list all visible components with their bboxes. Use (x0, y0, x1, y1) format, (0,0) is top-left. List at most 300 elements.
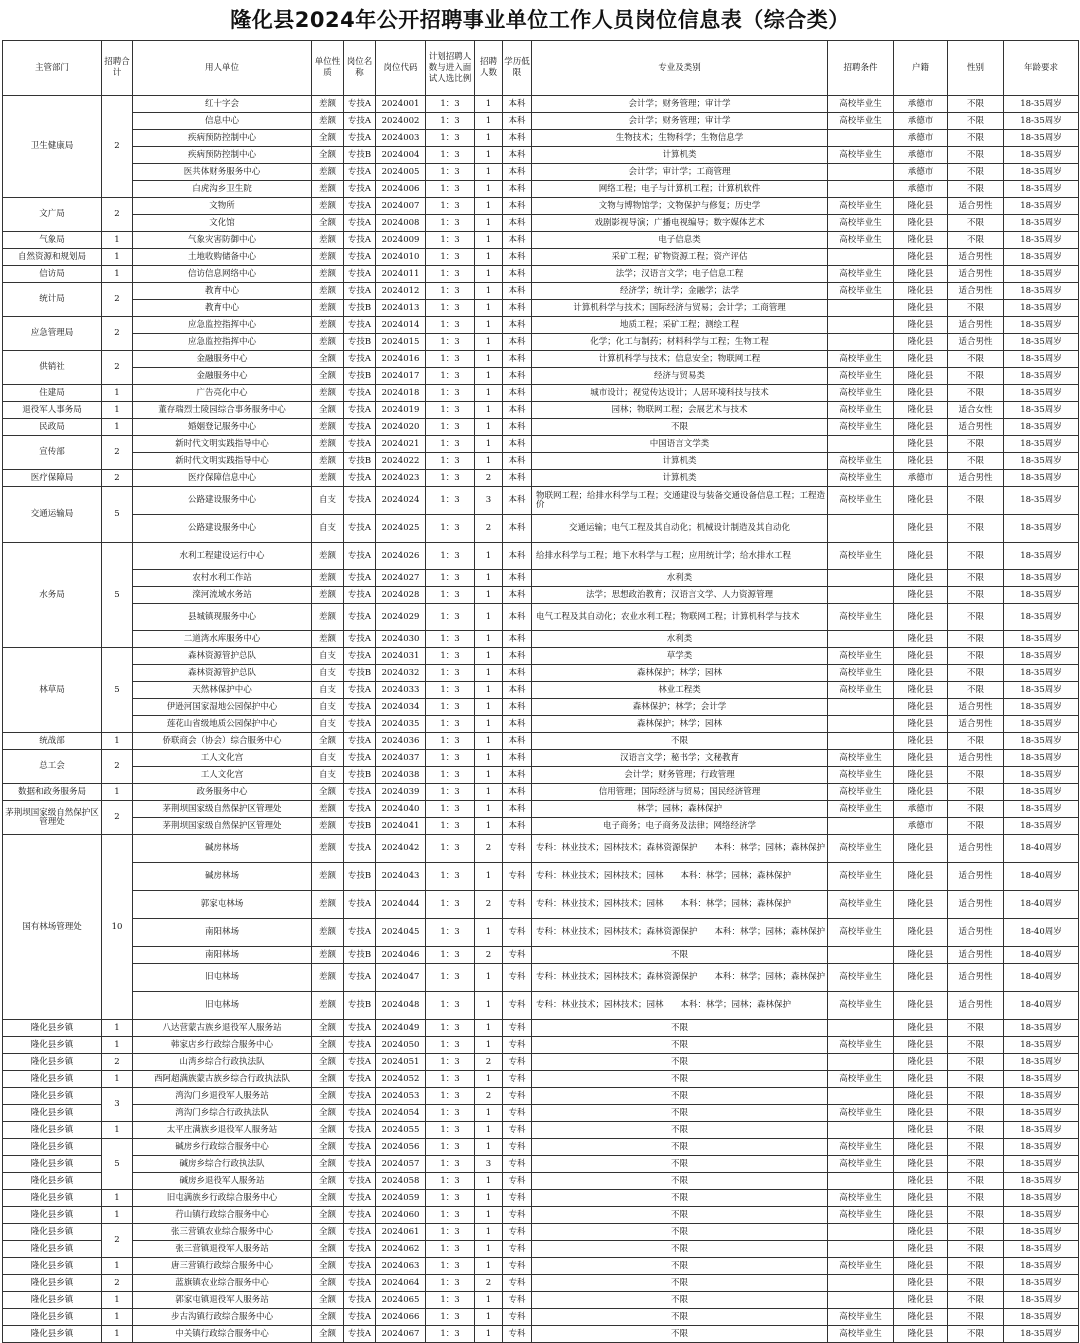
nature-cell: 差额 (312, 891, 344, 919)
table-row (3, 453, 1079, 470)
employer-cell: 婚姻登记服务中心 (133, 419, 312, 436)
post-code-cell: 2024018 (376, 385, 426, 402)
department-cell: 民政局 (3, 419, 102, 436)
gender-cell: 不限 (948, 1139, 1004, 1156)
education-cell: 专科 (503, 992, 532, 1020)
department-cell: 隆化县乡镇 (3, 1173, 102, 1190)
major-cell: 法学；汉语言文学；电子信息工程 (532, 266, 828, 283)
gender-cell: 不限 (948, 1207, 1004, 1224)
age-cell: 18-35周岁 (1004, 801, 1079, 818)
post-code-cell: 2024009 (376, 232, 426, 249)
age-cell: 18-35周岁 (1004, 266, 1079, 283)
post-code-cell: 2024006 (376, 181, 426, 198)
condition-cell: 高校毕业生 (828, 147, 894, 164)
post-code-cell: 2024010 (376, 249, 426, 266)
nature-cell: 全额 (312, 1241, 344, 1258)
education-cell: 专科 (503, 1309, 532, 1326)
post-name-cell: 专技A (344, 113, 376, 130)
condition-cell: 高校毕业生 (828, 215, 894, 232)
hire-count-cell: 1 (475, 1105, 503, 1122)
ratio-cell: 1：3 (426, 283, 475, 300)
condition-cell (828, 631, 894, 648)
ratio-cell: 1：3 (426, 198, 475, 215)
total-cell: 1 (102, 385, 133, 402)
household-cell: 隆化县 (894, 1241, 948, 1258)
table-row (3, 198, 1079, 215)
condition-cell: 高校毕业生 (828, 351, 894, 368)
post-name-cell: 专技A (344, 1020, 376, 1037)
household-cell: 隆化县 (894, 1122, 948, 1139)
post-code-cell: 2024022 (376, 453, 426, 470)
household-cell: 隆化县 (894, 784, 948, 801)
gender-cell: 适合男性 (948, 891, 1004, 919)
nature-cell: 全额 (312, 215, 344, 232)
employer-cell: 医共体财务服务中心 (133, 164, 312, 181)
condition-cell (828, 164, 894, 181)
post-name-cell: 专技A (344, 1309, 376, 1326)
post-name-cell: 专技B (344, 334, 376, 351)
age-cell: 18-35周岁 (1004, 334, 1079, 351)
education-cell: 本科 (503, 317, 532, 334)
household-cell: 隆化县 (894, 1020, 948, 1037)
gender-cell: 不限 (948, 164, 1004, 181)
ratio-cell: 1：3 (426, 1037, 475, 1054)
major-cell: 经济与贸易类 (532, 368, 828, 385)
ratio-cell: 1：3 (426, 232, 475, 249)
table-row (3, 334, 1079, 351)
gender-cell: 不限 (948, 1173, 1004, 1190)
post-name-cell: 专技A (344, 1037, 376, 1054)
gender-cell: 不限 (948, 1071, 1004, 1088)
condition-cell (828, 334, 894, 351)
household-cell: 隆化县 (894, 198, 948, 215)
major-cell: 不限 (532, 1088, 828, 1105)
household-cell: 承德市 (894, 96, 948, 113)
post-code-cell: 2024067 (376, 1326, 426, 1343)
table-row (3, 419, 1079, 436)
major-cell: 戏剧影视导演；广播电视编导；数字媒体艺术 (532, 215, 828, 232)
post-code-cell: 2024052 (376, 1071, 426, 1088)
major-cell: 文物与博物馆学；文物保护与修复；历史学 (532, 198, 828, 215)
table-row (3, 249, 1079, 266)
hire-count-cell: 1 (475, 147, 503, 164)
nature-cell: 差额 (312, 283, 344, 300)
ratio-cell: 1：3 (426, 249, 475, 266)
major-cell: 电气工程及其自动化；农业水利工程；物联网工程；计算机科学与技术 (532, 604, 828, 631)
employer-cell: 太平庄满族乡退役军人服务站 (133, 1122, 312, 1139)
post-code-cell: 2024038 (376, 767, 426, 784)
age-cell: 18-35周岁 (1004, 750, 1079, 767)
education-cell: 专科 (503, 964, 532, 992)
table-row (3, 436, 1079, 453)
total-cell: 5 (102, 1139, 133, 1190)
major-cell: 不限 (532, 1309, 828, 1326)
condition-cell: 高校毕业生 (828, 1071, 894, 1088)
table-row (3, 784, 1079, 801)
total-cell: 1 (102, 1292, 133, 1309)
household-cell: 隆化县 (894, 300, 948, 317)
post-code-cell: 2024043 (376, 863, 426, 891)
condition-cell: 高校毕业生 (828, 992, 894, 1020)
education-cell: 本科 (503, 164, 532, 181)
hire-count-cell: 1 (475, 919, 503, 947)
age-cell: 18-35周岁 (1004, 300, 1079, 317)
condition-cell: 高校毕业生 (828, 368, 894, 385)
education-cell: 专科 (503, 891, 532, 919)
gender-cell: 不限 (948, 1037, 1004, 1054)
post-code-cell: 2024016 (376, 351, 426, 368)
age-cell: 18-40周岁 (1004, 919, 1079, 947)
age-cell: 18-35周岁 (1004, 1309, 1079, 1326)
ratio-cell: 1：3 (426, 733, 475, 750)
post-name-cell: 专技A (344, 587, 376, 604)
nature-cell: 全额 (312, 1190, 344, 1207)
ratio-cell: 1：3 (426, 919, 475, 947)
nature-cell: 全额 (312, 1071, 344, 1088)
post-code-cell: 2024031 (376, 648, 426, 665)
total-cell: 2 (102, 317, 133, 351)
post-name-cell: 专技A (344, 648, 376, 665)
hire-count-cell: 3 (475, 487, 503, 515)
department-cell: 隆化县乡镇 (3, 1156, 102, 1173)
ratio-cell: 1：3 (426, 587, 475, 604)
education-cell: 本科 (503, 543, 532, 570)
gender-cell: 不限 (948, 1241, 1004, 1258)
education-cell: 专科 (503, 1156, 532, 1173)
hire-count-cell: 1 (475, 266, 503, 283)
employer-cell: 疾病预防控制中心 (133, 130, 312, 147)
department-cell: 隆化县乡镇 (3, 1139, 102, 1156)
total-cell: 2 (102, 470, 133, 487)
post-name-cell: 专技A (344, 733, 376, 750)
post-name-cell: 专技A (344, 631, 376, 648)
ratio-cell: 1：3 (426, 648, 475, 665)
household-cell: 隆化县 (894, 992, 948, 1020)
post-name-cell: 专技A (344, 1326, 376, 1343)
post-code-cell: 2024034 (376, 699, 426, 716)
household-cell: 隆化县 (894, 453, 948, 470)
major-cell: 不限 (532, 1190, 828, 1207)
hire-count-cell: 1 (475, 1071, 503, 1088)
nature-cell: 全额 (312, 1207, 344, 1224)
nature-cell: 差额 (312, 470, 344, 487)
department-cell: 隆化县乡镇 (3, 1258, 102, 1275)
household-cell: 承德市 (894, 181, 948, 198)
col-header: 年龄要求 (1004, 41, 1079, 96)
post-code-cell: 2024041 (376, 818, 426, 835)
post-code-cell: 2024026 (376, 543, 426, 570)
condition-cell: 高校毕业生 (828, 648, 894, 665)
major-cell: 会计学；财务管理；行政管理 (532, 767, 828, 784)
department-cell: 交通运输局 (3, 487, 102, 543)
age-cell: 18-35周岁 (1004, 470, 1079, 487)
ratio-cell: 1：3 (426, 402, 475, 419)
education-cell: 本科 (503, 784, 532, 801)
nature-cell: 全额 (312, 402, 344, 419)
nature-cell: 差额 (312, 164, 344, 181)
post-code-cell: 2024013 (376, 300, 426, 317)
gender-cell: 不限 (948, 515, 1004, 543)
education-cell: 专科 (503, 1054, 532, 1071)
post-name-cell: 专技A (344, 1275, 376, 1292)
education-cell: 本科 (503, 419, 532, 436)
household-cell: 隆化县 (894, 368, 948, 385)
ratio-cell: 1：3 (426, 665, 475, 682)
post-name-cell: 专技A (344, 1156, 376, 1173)
employer-cell: 工人文化宫 (133, 767, 312, 784)
age-cell: 18-35周岁 (1004, 1275, 1079, 1292)
ratio-cell: 1：3 (426, 181, 475, 198)
total-cell: 2 (102, 1054, 133, 1071)
ratio-cell: 1：3 (426, 96, 475, 113)
condition-cell: 高校毕业生 (828, 767, 894, 784)
ratio-cell: 1：3 (426, 368, 475, 385)
post-code-cell: 2024042 (376, 835, 426, 863)
condition-cell: 高校毕业生 (828, 198, 894, 215)
ratio-cell: 1：3 (426, 767, 475, 784)
employer-cell: 董存瑞烈士陵园综合事务服务中心 (133, 402, 312, 419)
education-cell: 本科 (503, 198, 532, 215)
hire-count-cell: 1 (475, 402, 503, 419)
post-name-cell: 专技A (344, 515, 376, 543)
gender-cell: 不限 (948, 1258, 1004, 1275)
col-header: 招聘条件 (828, 41, 894, 96)
gender-cell: 适合男性 (948, 198, 1004, 215)
post-name-cell: 专技A (344, 385, 376, 402)
post-name-cell: 专技A (344, 215, 376, 232)
employer-cell: 荇山镇行政综合服务中心 (133, 1207, 312, 1224)
education-cell: 专科 (503, 1275, 532, 1292)
age-cell: 18-35周岁 (1004, 283, 1079, 300)
age-cell: 18-35周岁 (1004, 198, 1079, 215)
education-cell: 专科 (503, 1139, 532, 1156)
post-name-cell: 专技B (344, 368, 376, 385)
table-row (3, 487, 1079, 515)
table-row (3, 863, 1079, 891)
education-cell: 专科 (503, 919, 532, 947)
hire-count-cell: 1 (475, 964, 503, 992)
gender-cell: 不限 (948, 181, 1004, 198)
age-cell: 18-35周岁 (1004, 402, 1079, 419)
gender-cell: 不限 (948, 453, 1004, 470)
ratio-cell: 1：3 (426, 419, 475, 436)
condition-cell (828, 436, 894, 453)
hire-count-cell: 1 (475, 1241, 503, 1258)
post-code-cell: 2024063 (376, 1258, 426, 1275)
ratio-cell: 1：3 (426, 334, 475, 351)
employer-cell: 唐三营镇行政综合服务中心 (133, 1258, 312, 1275)
department-cell: 国有林场管理处 (3, 835, 102, 1020)
post-code-cell: 2024036 (376, 733, 426, 750)
education-cell: 本科 (503, 249, 532, 266)
hire-count-cell: 1 (475, 1292, 503, 1309)
department-cell: 隆化县乡镇 (3, 1190, 102, 1207)
major-cell: 会计学；财务管理；审计学 (532, 113, 828, 130)
employer-cell: 步古沟镇行政综合服务中心 (133, 1309, 312, 1326)
employer-cell: 森林资源管护总队 (133, 665, 312, 682)
col-header: 专业及类别 (532, 41, 828, 96)
table-row (3, 1156, 1079, 1173)
table-row (3, 1224, 1079, 1241)
post-name-cell: 专技A (344, 1071, 376, 1088)
department-cell: 隆化县乡镇 (3, 1241, 102, 1258)
major-cell: 计算机类 (532, 453, 828, 470)
table-row (3, 1292, 1079, 1309)
nature-cell: 自支 (312, 665, 344, 682)
post-name-cell: 专技A (344, 570, 376, 587)
table-row (3, 587, 1079, 604)
age-cell: 18-35周岁 (1004, 1088, 1079, 1105)
household-cell: 隆化县 (894, 1071, 948, 1088)
col-header: 招聘人数 (475, 41, 503, 96)
post-name-cell: 专技A (344, 96, 376, 113)
nature-cell: 自支 (312, 648, 344, 665)
employer-cell: 应急监控指挥中心 (133, 334, 312, 351)
hire-count-cell: 1 (475, 543, 503, 570)
hire-count-cell: 1 (475, 1122, 503, 1139)
ratio-cell: 1：3 (426, 1309, 475, 1326)
table-row (3, 1326, 1079, 1343)
post-name-cell: 专技A (344, 682, 376, 699)
condition-cell (828, 1020, 894, 1037)
department-cell: 林草局 (3, 648, 102, 733)
post-name-cell: 专技A (344, 1224, 376, 1241)
age-cell: 18-35周岁 (1004, 232, 1079, 249)
household-cell: 隆化县 (894, 436, 948, 453)
post-name-cell: 专技A (344, 1122, 376, 1139)
ratio-cell: 1：3 (426, 570, 475, 587)
nature-cell: 全额 (312, 368, 344, 385)
age-cell: 18-35周岁 (1004, 733, 1079, 750)
post-code-cell: 2024030 (376, 631, 426, 648)
nature-cell: 全额 (312, 1122, 344, 1139)
col-header: 计划招聘人数与进入面试人选比例 (426, 41, 475, 96)
table-row (3, 1037, 1079, 1054)
post-code-cell: 2024054 (376, 1105, 426, 1122)
gender-cell: 不限 (948, 232, 1004, 249)
age-cell: 18-35周岁 (1004, 587, 1079, 604)
major-cell: 不限 (532, 1139, 828, 1156)
post-name-cell: 专技A (344, 835, 376, 863)
table-row (3, 1105, 1079, 1122)
major-cell: 计算机科学与技术；国际经济与贸易；会计学；工商管理 (532, 300, 828, 317)
ratio-cell: 1：3 (426, 351, 475, 368)
total-cell: 2 (102, 198, 133, 232)
post-name-cell: 专技A (344, 919, 376, 947)
condition-cell: 高校毕业生 (828, 1190, 894, 1207)
employer-cell: 西阿超满族蒙古族乡综合行政执法队 (133, 1071, 312, 1088)
condition-cell: 高校毕业生 (828, 402, 894, 419)
household-cell: 隆化县 (894, 891, 948, 919)
nature-cell: 差额 (312, 964, 344, 992)
post-code-cell: 2024058 (376, 1173, 426, 1190)
post-code-cell: 2024061 (376, 1224, 426, 1241)
gender-cell: 适合男性 (948, 470, 1004, 487)
gender-cell: 不限 (948, 1054, 1004, 1071)
hire-count-cell: 1 (475, 699, 503, 716)
post-code-cell: 2024015 (376, 334, 426, 351)
household-cell: 隆化县 (894, 1309, 948, 1326)
table-row (3, 1139, 1079, 1156)
hire-count-cell: 1 (475, 1258, 503, 1275)
age-cell: 18-35周岁 (1004, 351, 1079, 368)
hire-count-cell: 1 (475, 113, 503, 130)
household-cell: 隆化县 (894, 648, 948, 665)
major-cell: 专科：林业技术；园林技术；森林资源保护 本科：林学；园林；森林保护 (532, 835, 828, 863)
major-cell: 城市设计；视觉传达设计；人居环境科技与技术 (532, 385, 828, 402)
employer-cell: 郭家屯林场 (133, 891, 312, 919)
post-code-cell: 2024027 (376, 570, 426, 587)
col-header: 岗位名称 (344, 41, 376, 96)
department-cell: 隆化县乡镇 (3, 1207, 102, 1224)
major-cell: 林业工程类 (532, 682, 828, 699)
ratio-cell: 1：3 (426, 1207, 475, 1224)
post-name-cell: 专技A (344, 266, 376, 283)
major-cell: 不限 (532, 1241, 828, 1258)
condition-cell: 高校毕业生 (828, 419, 894, 436)
hire-count-cell: 1 (475, 351, 503, 368)
total-cell: 2 (102, 1224, 133, 1258)
post-code-cell: 2024040 (376, 801, 426, 818)
post-code-cell: 2024011 (376, 266, 426, 283)
nature-cell: 全额 (312, 1088, 344, 1105)
ratio-cell: 1：3 (426, 631, 475, 648)
major-cell: 不限 (532, 1122, 828, 1139)
employer-cell: 应急监控指挥中心 (133, 317, 312, 334)
department-cell: 供销社 (3, 351, 102, 385)
nature-cell: 全额 (312, 147, 344, 164)
ratio-cell: 1：3 (426, 1020, 475, 1037)
total-cell: 2 (102, 801, 133, 835)
post-name-cell: 专技B (344, 453, 376, 470)
household-cell: 隆化县 (894, 419, 948, 436)
hire-count-cell: 1 (475, 587, 503, 604)
major-cell: 不限 (532, 1258, 828, 1275)
post-code-cell: 2024062 (376, 1241, 426, 1258)
department-cell: 隆化县乡镇 (3, 1088, 102, 1105)
condition-cell (828, 947, 894, 964)
employer-cell: 碱房林场 (133, 863, 312, 891)
total-cell: 5 (102, 487, 133, 543)
department-cell: 隆化县乡镇 (3, 1105, 102, 1122)
post-code-cell: 2024008 (376, 215, 426, 232)
condition-cell: 高校毕业生 (828, 266, 894, 283)
table-row (3, 733, 1079, 750)
nature-cell: 差额 (312, 992, 344, 1020)
gender-cell: 适合男性 (948, 266, 1004, 283)
major-cell: 中国语言文学类 (532, 436, 828, 453)
age-cell: 18-35周岁 (1004, 1156, 1079, 1173)
age-cell: 18-40周岁 (1004, 863, 1079, 891)
hire-count-cell: 1 (475, 232, 503, 249)
age-cell: 18-35周岁 (1004, 515, 1079, 543)
employer-cell: 公路建设服务中心 (133, 515, 312, 543)
post-code-cell: 2024014 (376, 317, 426, 334)
education-cell: 专科 (503, 1071, 532, 1088)
household-cell: 隆化县 (894, 716, 948, 733)
hire-count-cell: 1 (475, 1326, 503, 1343)
gender-cell: 适合男性 (948, 964, 1004, 992)
age-cell: 18-35周岁 (1004, 1241, 1079, 1258)
table-row (3, 543, 1079, 570)
employer-cell: 新时代文明实践指导中心 (133, 436, 312, 453)
gender-cell: 不限 (948, 818, 1004, 835)
age-cell: 18-35周岁 (1004, 1139, 1079, 1156)
col-header: 户籍 (894, 41, 948, 96)
table-row (3, 1071, 1079, 1088)
post-name-cell: 专技A (344, 317, 376, 334)
table-row (3, 1258, 1079, 1275)
